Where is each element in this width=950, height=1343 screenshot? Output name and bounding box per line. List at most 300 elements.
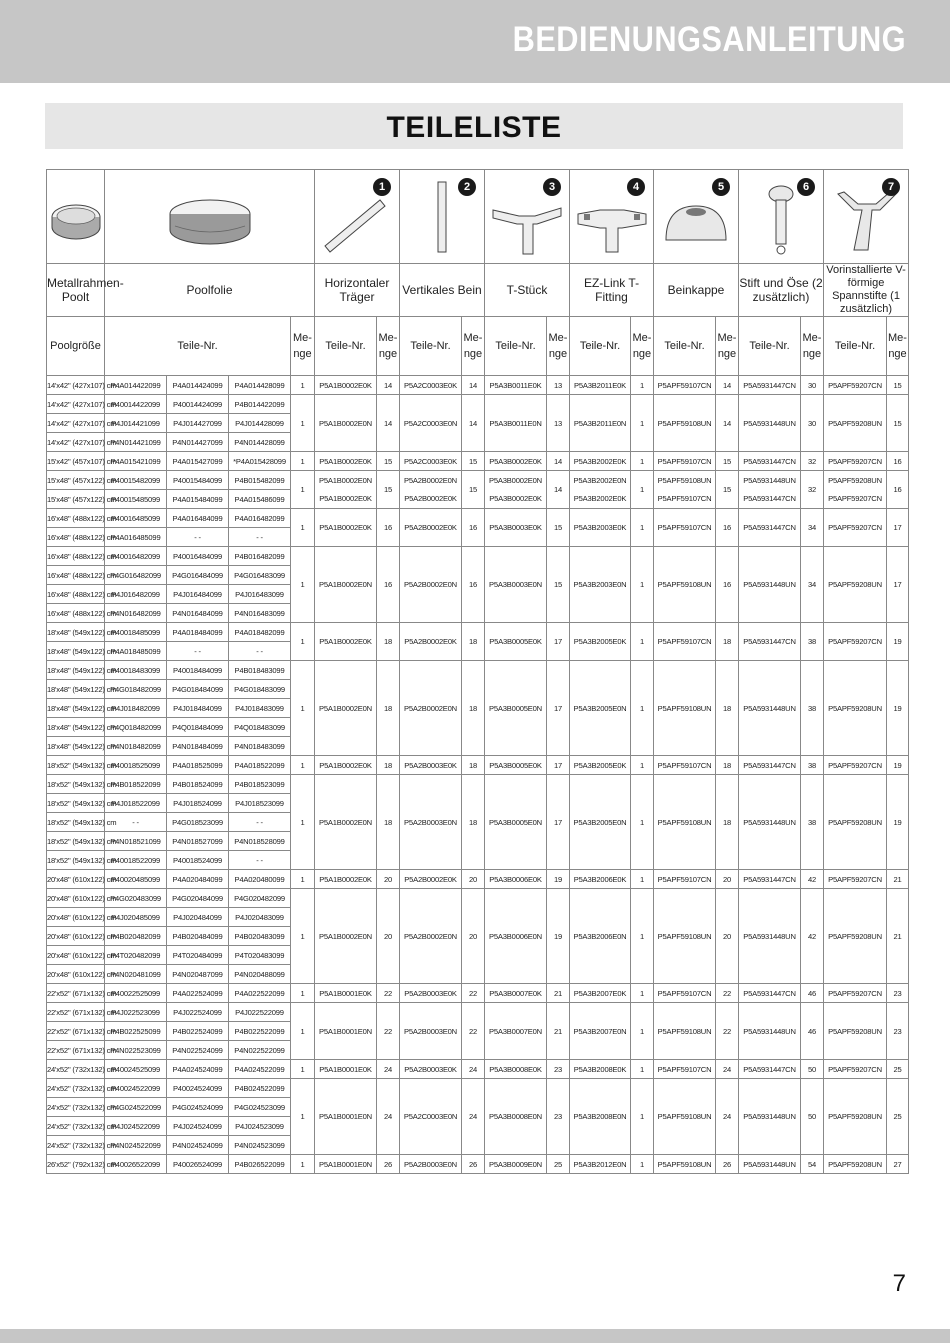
- liner-part-cell: P4G018523099: [167, 813, 229, 832]
- quantity-cell: 26: [462, 1155, 485, 1174]
- liner-part-cell: P4G018482099: [105, 680, 167, 699]
- part-4-cell: [570, 170, 654, 264]
- pool-size-cell: 14'x42" (427x107) cm: [47, 395, 105, 414]
- quantity-cell: 17: [887, 509, 909, 547]
- part-number-cell: P5A3B2005E0K: [570, 756, 631, 775]
- liner-part-cell: P4T020482099: [105, 946, 167, 965]
- section-header: [45, 103, 903, 149]
- qty-header: Me-nge: [887, 317, 909, 376]
- pool-size-cell: 14'x42" (427x107) cm: [47, 433, 105, 452]
- part-number-cell: P5A5931447CN: [739, 509, 801, 547]
- table-row: [47, 376, 909, 395]
- part-name-row: [47, 264, 909, 317]
- part-number-cell: P5A3B2008E0K: [570, 1060, 631, 1079]
- part-3-name: T-Stück: [485, 264, 570, 317]
- part-number-cell: P5A3B2007E0N: [570, 1003, 631, 1060]
- part-number-cell: P5A5931448UN: [739, 1003, 801, 1060]
- part-number-value: P5A3B0002E0N: [489, 475, 542, 485]
- part-number-cell: P5APF59208UN: [824, 661, 887, 756]
- part-number-cell: [315, 471, 377, 509]
- part-number-cell: P5A2B0003E0K: [400, 756, 462, 775]
- quantity-cell: 20: [377, 889, 400, 984]
- quantity-cell: 1: [631, 1003, 654, 1060]
- part-2-cell: [400, 170, 485, 264]
- part-number-cell: P5APF59208UN: [824, 889, 887, 984]
- quantity-cell: 1: [631, 870, 654, 889]
- quantity-cell: 26: [377, 1155, 400, 1174]
- bottom-bar: [0, 1329, 950, 1343]
- part-number-cell: P5APF59207CN: [824, 984, 887, 1003]
- frame-pool-illustration: [47, 170, 105, 264]
- quantity-cell: 50: [801, 1079, 824, 1155]
- quantity-cell: 24: [716, 1060, 739, 1079]
- liner-qty-header: Me-nge: [291, 317, 315, 376]
- liner-part-cell: P4A024522099: [229, 1060, 291, 1079]
- liner-part-cell: P40018522099: [105, 851, 167, 870]
- part-2-name: Vertikales Bein: [400, 264, 485, 317]
- part-number-cell: P5A2B0003E0N: [400, 775, 462, 870]
- quantity-cell: 25: [887, 1060, 909, 1079]
- quantity-cell: 18: [716, 661, 739, 756]
- table-row: [47, 471, 909, 490]
- quantity-cell: 27: [887, 1155, 909, 1174]
- liner-part-cell: P4B022524099: [167, 1022, 229, 1041]
- liner-part-cell: P4A018522099: [229, 756, 291, 775]
- liner-part-cell: P4A024524099: [167, 1060, 229, 1079]
- pool-size-cell: 22'x52" (671x132) cm: [47, 1022, 105, 1041]
- quantity-cell: 1: [291, 623, 315, 661]
- part-number-cell: P5APF59208UN: [824, 1155, 887, 1174]
- liner-part-cell: P4J020485099: [105, 908, 167, 927]
- quantity-cell: 1: [631, 623, 654, 661]
- part-number-cell: P5A5931447CN: [739, 756, 801, 775]
- liner-part-cell: P4A014428099: [229, 376, 291, 395]
- quantity-cell: 16: [887, 471, 909, 509]
- liner-part-cell: - -: [229, 813, 291, 832]
- quantity-cell: 22: [377, 984, 400, 1003]
- pool-size-cell: 20'x48" (610x122) cm: [47, 927, 105, 946]
- liner-part-cell: P4B018483099: [229, 661, 291, 680]
- quantity-cell: 16: [377, 547, 400, 623]
- liner-part-cell: P40014422099: [105, 395, 167, 414]
- quantity-cell: 38: [801, 623, 824, 661]
- liner-part-cell: P4N024522099: [105, 1136, 167, 1155]
- part-number-cell: P5A3B2007E0K: [570, 984, 631, 1003]
- part-number-cell: P5APF59107CN: [654, 984, 716, 1003]
- quantity-cell: 18: [716, 756, 739, 775]
- part-number-cell: P5A5931447CN: [739, 1060, 801, 1079]
- quantity-cell: 15: [462, 452, 485, 471]
- pool-size-cell: 20'x48" (610x122) cm: [47, 889, 105, 908]
- part-number-cell: P5APF59108UN: [654, 661, 716, 756]
- part-number-badge: 6: [797, 178, 815, 196]
- liner-part-cell: P4N016483099: [229, 604, 291, 623]
- part-6-name: Stift und Öse (2 zusätzlich): [739, 264, 824, 317]
- liner-part-cell: P4N020487099: [167, 965, 229, 984]
- part-number-cell: P5A3B0005E0N: [485, 775, 547, 870]
- part-number-cell: [654, 471, 716, 509]
- part-number-badge: 4: [627, 178, 645, 196]
- part-number-cell: P5A3B0002E0K: [485, 452, 547, 471]
- liner-part-cell: P4J024523099: [229, 1117, 291, 1136]
- quantity-cell: 1: [291, 889, 315, 984]
- liner-part-cell: P4J018482099: [105, 699, 167, 718]
- part-number-cell: P5APF59107CN: [654, 756, 716, 775]
- part-number-cell: P5A3B2011E0K: [570, 376, 631, 395]
- part-number-cell: P5A1B0002E0N: [315, 775, 377, 870]
- table-row: [47, 547, 909, 566]
- pool-size-cell: 18'x48" (549x122) cm: [47, 623, 105, 642]
- part-number-value: P5A5931448UN: [743, 475, 796, 485]
- part-7-name: Vorinstallierte V-förmige Spannstifte (1 zusätzlich): [824, 264, 909, 317]
- quantity-cell: 38: [801, 661, 824, 756]
- table-row: [47, 509, 909, 528]
- part-number-badge: 1: [373, 178, 391, 196]
- quantity-cell: 24: [462, 1079, 485, 1155]
- quantity-cell: 15: [887, 376, 909, 395]
- part-number-cell: P5A3B2005E0N: [570, 775, 631, 870]
- part-5-name: Beinkappe: [654, 264, 739, 317]
- part-number-cell: P5APF59108UN: [654, 547, 716, 623]
- liner-part-cell: P4J018483099: [229, 699, 291, 718]
- liner-part-cell: - -: [229, 528, 291, 547]
- pool-size-cell: 22'x52" (671x132) cm: [47, 1041, 105, 1060]
- quantity-cell: 19: [547, 889, 570, 984]
- part-number-cell: P5A5931448UN: [739, 395, 801, 452]
- table-row: [47, 1155, 909, 1174]
- liner-part-cell: P4A015486099: [229, 490, 291, 509]
- quantity-cell: 15: [716, 452, 739, 471]
- liner-part-cell: - -: [167, 528, 229, 547]
- part-number-cell: P5A2C0003E0K: [400, 452, 462, 471]
- part-number-cell: P5A3B0008E0N: [485, 1079, 547, 1155]
- liner-part-cell: P4G016483099: [229, 566, 291, 585]
- part-number-cell: P5A2C0003E0N: [400, 1079, 462, 1155]
- liner-part-cell: P40018484099: [167, 661, 229, 680]
- liner-part-cell: P4N024524099: [167, 1136, 229, 1155]
- quantity-cell: 38: [801, 756, 824, 775]
- quantity-cell: 1: [291, 775, 315, 870]
- quantity-cell: 15: [887, 395, 909, 452]
- liner-part-cell: P4B026522099: [229, 1155, 291, 1174]
- pool-size-cell: 16'x48" (488x122) cm: [47, 566, 105, 585]
- quantity-cell: 46: [801, 1003, 824, 1060]
- quantity-cell: 1: [291, 984, 315, 1003]
- part-number-cell: P5A1B0002E0N: [315, 661, 377, 756]
- quantity-cell: 14: [716, 376, 739, 395]
- liner-part-cell: P40015484099: [167, 471, 229, 490]
- part-7-cell: [824, 170, 909, 264]
- part-number-cell: P5A3B0003E0K: [485, 509, 547, 547]
- table-row: [47, 756, 909, 775]
- horizontal-beam-illustration: [325, 200, 385, 252]
- liner-part-cell: - -: [229, 851, 291, 870]
- liner-part-no-header: Teile-Nr.: [105, 317, 291, 376]
- pool-size-cell: 14'x42" (427x107) cm: [47, 376, 105, 395]
- liner-part-cell: P4N014421099: [105, 433, 167, 452]
- pool-size-cell: 18'x52" (549x132) cm: [47, 832, 105, 851]
- liner-part-cell: P4G020482099: [229, 889, 291, 908]
- pool-size-cell: 16'x48" (488x122) cm: [47, 585, 105, 604]
- quantity-cell: 18: [716, 623, 739, 661]
- part-number-cell: P5A1B0002E0K: [315, 623, 377, 661]
- top-header-bar: [0, 0, 950, 83]
- pool-size-cell: 24'x52" (732x132) cm: [47, 1117, 105, 1136]
- quantity-cell: 1: [291, 1079, 315, 1155]
- liner-part-cell: P4A018525099: [167, 756, 229, 775]
- part-number-cell: [824, 471, 887, 509]
- part-number-cell: P5A1B0002E0N: [315, 547, 377, 623]
- quantity-cell: 18: [462, 756, 485, 775]
- pool-size-cell: 22'x52" (671x132) cm: [47, 984, 105, 1003]
- part-number-cell: P5A2B0002E0K: [400, 623, 462, 661]
- quantity-cell: 1: [631, 395, 654, 452]
- pool-size-cell: 18'x48" (549x122) cm: [47, 737, 105, 756]
- pool-size-cell: 14'x42" (427x107) cm: [47, 414, 105, 433]
- part-number-cell: P5A1B0002E0K: [315, 870, 377, 889]
- liner-part-cell: P40015482099: [105, 471, 167, 490]
- quantity-cell: 1: [631, 376, 654, 395]
- liner-part-cell: P4A014424099: [167, 376, 229, 395]
- pool-size-cell: 18'x48" (549x122) cm: [47, 661, 105, 680]
- liner-part-cell: P4N014428099: [229, 433, 291, 452]
- quantity-cell: 30: [801, 376, 824, 395]
- part-number-cell: P5A3B2006E0K: [570, 870, 631, 889]
- quantity-cell: 38: [801, 775, 824, 870]
- quantity-cell: 20: [716, 870, 739, 889]
- table-row: [47, 452, 909, 471]
- quantity-cell: 14: [377, 376, 400, 395]
- liner-part-cell: P4J020483099: [229, 908, 291, 927]
- part-number-cell: P5A5931448UN: [739, 1155, 801, 1174]
- section-title: TEILELISTE: [386, 111, 562, 144]
- table-row: [47, 870, 909, 889]
- quantity-cell: 32: [801, 452, 824, 471]
- pool-size-cell: 18'x52" (549x132) cm: [47, 756, 105, 775]
- part-number-value: P5A1B0002E0K: [319, 493, 372, 503]
- pool-size-cell: 18'x48" (549x122) cm: [47, 718, 105, 737]
- liner-part-cell: P40018524099: [167, 851, 229, 870]
- part-number-cell: P5A5931447CN: [739, 376, 801, 395]
- quantity-cell: 1: [291, 471, 315, 509]
- quantity-cell: 25: [887, 1079, 909, 1155]
- pool-size-cell: 24'x52" (732x132) cm: [47, 1136, 105, 1155]
- part-number-cell: [570, 471, 631, 509]
- frame-pool-label: Metallrahmen-Poolt: [47, 264, 105, 317]
- quantity-cell: 17: [547, 661, 570, 756]
- quantity-cell: 14: [547, 471, 570, 509]
- quantity-cell: 15: [716, 471, 739, 509]
- liner-part-cell: P4G024523099: [229, 1098, 291, 1117]
- quantity-cell: 13: [547, 376, 570, 395]
- part-number-cell: P5A2B0002E0K: [400, 870, 462, 889]
- part-number-badge: 2: [458, 178, 476, 196]
- quantity-cell: 50: [801, 1060, 824, 1079]
- part-number-cell: P5A5931448UN: [739, 1079, 801, 1155]
- part-number-cell: P5A3B2005E0N: [570, 661, 631, 756]
- part-number-cell: P5A5931447CN: [739, 452, 801, 471]
- part-number-cell: P5APF59208UN: [824, 1079, 887, 1155]
- quantity-cell: 20: [462, 870, 485, 889]
- qty-header: Me-nge: [716, 317, 739, 376]
- liner-part-cell: P4B022522099: [229, 1022, 291, 1041]
- quantity-cell: 22: [377, 1003, 400, 1060]
- quantity-cell: 23: [887, 1003, 909, 1060]
- qty-header: Me-nge: [377, 317, 400, 376]
- quantity-cell: 1: [631, 1060, 654, 1079]
- quantity-cell: 18: [377, 623, 400, 661]
- liner-part-cell: P4N020488099: [229, 965, 291, 984]
- part-number-cell: P5A3B2003E0K: [570, 509, 631, 547]
- quantity-cell: 24: [462, 1060, 485, 1079]
- part-number-cell: P5A1B0002E0N: [315, 395, 377, 452]
- liner-part-cell: P4B018523099: [229, 775, 291, 794]
- liner-part-cell: P4N018521099: [105, 832, 167, 851]
- liner-part-cell: P4G018484099: [167, 680, 229, 699]
- quantity-cell: 19: [887, 661, 909, 756]
- liner-part-cell: P4J016483099: [229, 585, 291, 604]
- part-number-value: P5A3B2002E0N: [573, 475, 627, 485]
- quantity-cell: 17: [547, 623, 570, 661]
- part-number-cell: P5A5931448UN: [739, 547, 801, 623]
- quantity-cell: 16: [377, 509, 400, 547]
- quantity-cell: 20: [716, 889, 739, 984]
- quantity-cell: 1: [631, 775, 654, 870]
- liner-part-cell: P4A015427099: [167, 452, 229, 471]
- liner-part-cell: P4J022523099: [105, 1003, 167, 1022]
- quantity-cell: 22: [462, 984, 485, 1003]
- part-number-cell: P5APF59208UN: [824, 1003, 887, 1060]
- quantity-cell: 34: [801, 547, 824, 623]
- qty-header: Me-nge: [801, 317, 824, 376]
- quantity-cell: 15: [547, 547, 570, 623]
- liner-part-cell: P4A014422099: [105, 376, 167, 395]
- part-number-cell: P5APF59107CN: [654, 870, 716, 889]
- liner-part-cell: *P4A015428099: [229, 452, 291, 471]
- pool-size-cell: 18'x52" (549x132) cm: [47, 794, 105, 813]
- part-number-cell: P5A3B0005E0K: [485, 756, 547, 775]
- liner-part-cell: P4N022524099: [167, 1041, 229, 1060]
- liner-part-cell: - -: [167, 642, 229, 661]
- liner-part-cell: P4G016484099: [167, 566, 229, 585]
- quantity-cell: 1: [291, 509, 315, 547]
- part-number-cell: P5APF59107CN: [654, 623, 716, 661]
- pool-size-cell: 16'x48" (488x122) cm: [47, 509, 105, 528]
- quantity-cell: 14: [547, 452, 570, 471]
- quantity-cell: 1: [291, 661, 315, 756]
- quantity-cell: 1: [631, 984, 654, 1003]
- quantity-cell: 22: [716, 984, 739, 1003]
- table-row: [47, 395, 909, 414]
- quantity-cell: 16: [462, 547, 485, 623]
- quantity-cell: 1: [631, 547, 654, 623]
- liner-part-cell: P4A015421099: [105, 452, 167, 471]
- part-1-cell: [315, 170, 400, 264]
- part-number-cell: P5A2B0003E0K: [400, 984, 462, 1003]
- liner-part-cell: P40026524099: [167, 1155, 229, 1174]
- liner-part-cell: P4G020484099: [167, 889, 229, 908]
- part-number-cell: P5A1B0002E0K: [315, 509, 377, 547]
- quantity-cell: 1: [291, 1060, 315, 1079]
- quantity-cell: 18: [377, 775, 400, 870]
- liner-part-cell: P4B022525099: [105, 1022, 167, 1041]
- part-number-cell: P5A3B0009E0N: [485, 1155, 547, 1174]
- part-no-header: Teile-Nr.: [570, 317, 631, 376]
- quantity-cell: 21: [887, 870, 909, 889]
- quantity-cell: 14: [462, 376, 485, 395]
- part-number-cell: P5A2C0003E0N: [400, 395, 462, 452]
- quantity-cell: 1: [291, 452, 315, 471]
- liner-part-cell: P4A018482099: [229, 623, 291, 642]
- liner-part-cell: P4Q018483099: [229, 718, 291, 737]
- part-number-cell: P5APF59208UN: [824, 775, 887, 870]
- part-no-header: Teile-Nr.: [400, 317, 462, 376]
- quantity-cell: 15: [462, 471, 485, 509]
- quantity-cell: 46: [801, 984, 824, 1003]
- pool-size-header: Poolgröße: [47, 317, 105, 376]
- part-number-cell: P5APF59207CN: [824, 756, 887, 775]
- part-number-cell: P5A3B2003E0N: [570, 547, 631, 623]
- liner-part-cell: P4B014422099: [229, 395, 291, 414]
- liner-part-cell: P4A015484099: [167, 490, 229, 509]
- liner-part-cell: P4T020483099: [229, 946, 291, 965]
- pool-size-cell: 16'x48" (488x122) cm: [47, 528, 105, 547]
- part-no-header: Teile-Nr.: [824, 317, 887, 376]
- quantity-cell: 20: [377, 870, 400, 889]
- quantity-cell: 16: [462, 509, 485, 547]
- pool-size-cell: 24'x52" (732x132) cm: [47, 1079, 105, 1098]
- liner-part-cell: P40020485099: [105, 870, 167, 889]
- pool-size-cell: 26'x52" (792x132) cm: [47, 1155, 105, 1174]
- liner-part-cell: P4B024522099: [229, 1079, 291, 1098]
- quantity-cell: 1: [291, 395, 315, 452]
- liner-part-cell: P40016484099: [167, 547, 229, 566]
- quantity-cell: 1: [631, 889, 654, 984]
- part-number-badge: 3: [543, 178, 561, 196]
- part-number-value: P5APF59107CN: [657, 493, 712, 503]
- part-number-cell: P5A3B0008E0K: [485, 1060, 547, 1079]
- quantity-cell: 1: [291, 1003, 315, 1060]
- quantity-cell: 17: [547, 775, 570, 870]
- quantity-cell: 16: [716, 509, 739, 547]
- pool-size-cell: 15'x48" (457x122) cm: [47, 471, 105, 490]
- part-number-cell: P5A3B0011E0N: [485, 395, 547, 452]
- quantity-cell: 1: [291, 870, 315, 889]
- part-number-cell: P5APF59208UN: [824, 547, 887, 623]
- quantity-cell: 54: [801, 1155, 824, 1174]
- liner-part-cell: P4Q018484099: [167, 718, 229, 737]
- liner-part-cell: P4J018522099: [105, 794, 167, 813]
- part-number-cell: P5A1B0001E0N: [315, 1003, 377, 1060]
- part-5-cell: [654, 170, 739, 264]
- liner-part-cell: P4N022523099: [105, 1041, 167, 1060]
- liner-part-cell: P40018485099: [105, 623, 167, 642]
- part-number-cell: P5A5931447CN: [739, 870, 801, 889]
- part-number-cell: P5APF59207CN: [824, 870, 887, 889]
- part-3-cell: [485, 170, 570, 264]
- part-number-cell: P5A3B2006E0N: [570, 889, 631, 984]
- pool-size-cell: 16'x48" (488x122) cm: [47, 547, 105, 566]
- part-no-header: Teile-Nr.: [739, 317, 801, 376]
- part-number-cell: [739, 471, 801, 509]
- part-number-cell: P5APF59107CN: [654, 1060, 716, 1079]
- table-row: [47, 1060, 909, 1079]
- pool-size-cell: 18'x48" (549x122) cm: [47, 699, 105, 718]
- pool-liner-illustration: [105, 170, 315, 264]
- liner-part-cell: P4N016482099: [105, 604, 167, 623]
- liner-part-cell: P4J018484099: [167, 699, 229, 718]
- quantity-cell: 18: [462, 661, 485, 756]
